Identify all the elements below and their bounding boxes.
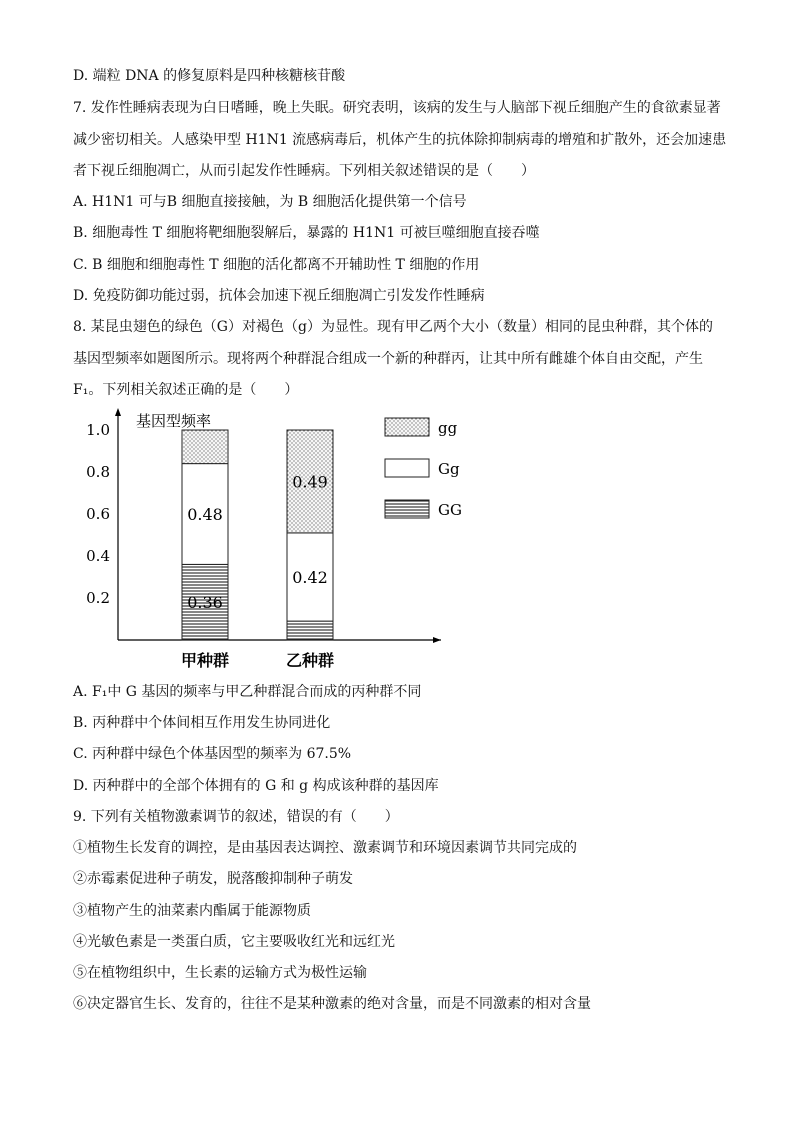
legend-swatch-gg	[385, 418, 429, 436]
y-tick-label: 0.6	[86, 505, 110, 523]
y-tick-label: 0.4	[86, 547, 110, 565]
text-line-18: ②赤霉素促进种子萌发，脱落酸抑制种子萌发	[73, 871, 353, 887]
text-line-20: ④光敏色素是一类蛋白质，它主要吸收红光和远红光	[73, 934, 395, 950]
x-category-label: 乙种群	[285, 651, 335, 670]
text-line-15: D. 丙种群中的全部个体拥有的 G 和 g 构成该种群的基因库	[73, 778, 439, 794]
bar-value-label: 0.49	[292, 472, 328, 492]
bar-gg-1	[182, 430, 228, 464]
y-tick-label: 1.0	[86, 421, 110, 439]
text-line-21: ⑤在植物组织中，生长素的运输方式为极性运输	[73, 965, 367, 981]
text-line-10: 基因型频率如题图所示。现将两个种群混合组成一个新的种群丙，让其中所有雌雄个体自由交配，产生	[73, 351, 703, 367]
text-line-6: B. 细胞毒性 T 细胞将靶细胞裂解后，暴露的 H1N1 可被巨噬细胞直接吞噬	[73, 225, 540, 241]
text-line-17: ①植物生长发育的调控，是由基因表达调控、激素调节和环境因素调节共同完成的	[73, 840, 577, 856]
text-line-16: 9. 下列有关植物激素调节的叙述，错误的有（ ）	[73, 809, 399, 825]
text-line-13: B. 丙种群中个体间相互作用发生协同进化	[73, 715, 331, 731]
bar-value-label: 0.48	[187, 505, 223, 524]
chart-title: 基因型频率	[136, 412, 212, 430]
bar-value-label: 0.36	[187, 593, 223, 613]
text-line-7: C. B 细胞和细胞毒性 T 细胞的活化都离不开辅助性 T 细胞的作用	[73, 257, 480, 273]
legend-label-gg: gg	[438, 419, 458, 437]
genotype-frequency-chart	[73, 404, 463, 674]
legend-label-gg: GG	[438, 501, 462, 519]
text-line-14: C. 丙种群中绿色个体基因型的频率为 67.5%	[73, 746, 352, 762]
text-line-12: A. F₁中 G 基因的频率与甲乙种群混合而成的丙种群不同	[73, 684, 422, 700]
text-line-3: 减少密切相关。人感染甲型 H1N1 流感病毒后，机体产生的抗体除抑制病毒的增殖和扩散外，还会加速患	[73, 132, 727, 148]
text-line-8: D. 免疫防御功能过弱，抗体会加速下视丘细胞凋亡引发发作性睡病	[73, 288, 485, 304]
legend-label-gg: Gg	[438, 460, 460, 478]
text-line-4: 者下视丘细胞凋亡，从而引起发作性睡病。下列相关叙述错误的是（ ）	[73, 163, 535, 179]
legend-swatch-gg	[385, 459, 429, 477]
y-axis-arrow	[115, 408, 121, 416]
y-tick-label: 0.8	[86, 463, 110, 481]
bar-value-label: 0.42	[292, 568, 328, 587]
bar-gg-2	[287, 621, 333, 640]
legend-swatch-gg	[385, 500, 429, 518]
text-line-2: 7. 发作性睡病表现为白日嗜睡，晚上失眠。研究表明，该病的发生与人脑部下视丘细胞产生的食欲素显著	[73, 100, 721, 116]
text-line-1: D. 端粒 DNA 的修复原料是四种核糖核苷酸	[73, 68, 346, 84]
text-line-11: F₁。下列相关叙述正确的是（ ）	[73, 382, 299, 398]
text-line-19: ③植物产生的油菜素内酯属于能源物质	[73, 903, 311, 919]
y-tick-label: 0.2	[86, 589, 110, 607]
x-axis-arrow	[433, 637, 441, 643]
text-line-9: 8. 某昆虫翅色的绿色（G）对褐色（g）为显性。现有甲乙两个大小（数量）相同的昆虫种群，其个体的	[73, 319, 713, 335]
text-line-5: A. H1N1 可与B 细胞直接接触，为 B 细胞活化提供第一个信号	[73, 194, 467, 210]
text-line-22: ⑥决定器官生长、发育的，往往不是某种激素的绝对含量，而是不同激素的相对含量	[73, 996, 591, 1012]
x-category-label: 甲种群	[180, 651, 230, 670]
